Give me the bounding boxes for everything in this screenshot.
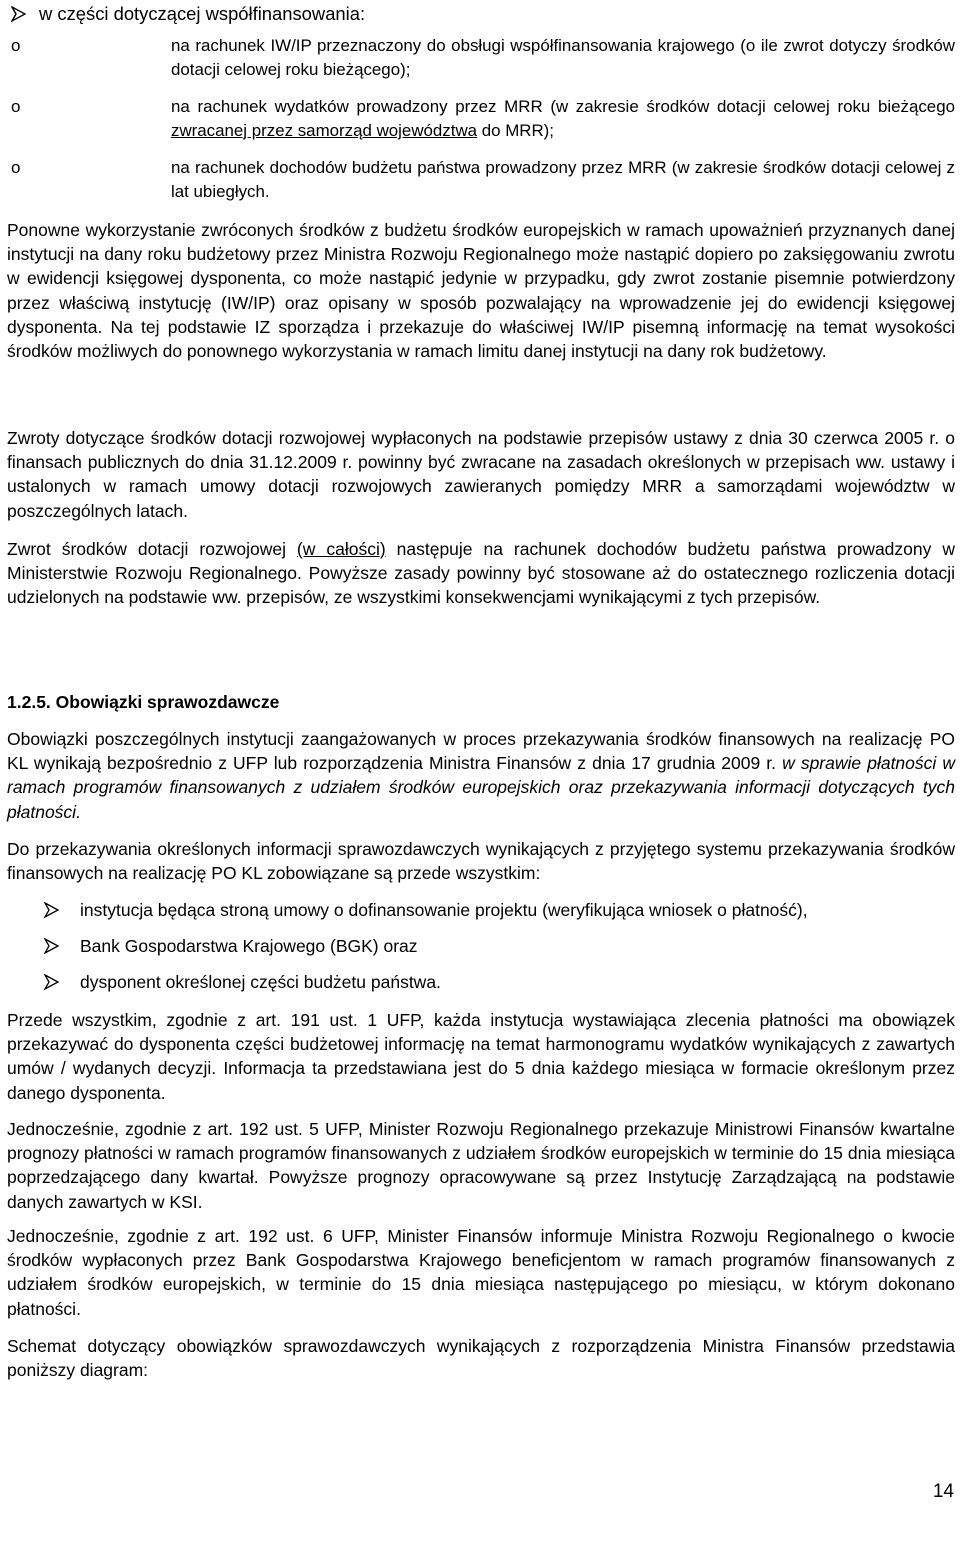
section-heading: 1.2.5. Obowiązki sprawozdawcze [7, 692, 280, 712]
paragraph-simultaneously-2: Jednocześnie, zgodnie z art. 192 ust. 6 UFP, Minister Finansów informuje Ministra Rozwoju Regionalnego o kwocie środków wypłaconych przez Bank Gospodarstwa Krajowego beneficjentom w ramach programów finansowanych z udziałem środków europejskich, w terminie do 15 dnia miesiąca następującego po miesiącu, w którym dokonano płatności. [7, 1226, 955, 1319]
underlined-text: (w całości) [296, 539, 386, 559]
bullet-item [7, 970, 955, 994]
paragraph-text-part: następuje na rachunek dochodów budżetu państwa prowadzony w Ministerstwie Rozwoju Regionalnego. Powyższe zasady powinny być stosowane aż do ostatecznego rozliczenia dotacji udzielonych na podstawie ww. przepisów, ze wszystkimi konsekwencjami wynikającymi z tych przepisów. [7, 539, 955, 608]
sub-list-item [7, 95, 955, 143]
arrow-bullet-icon [44, 898, 80, 918]
paragraph-refund [7, 537, 955, 610]
paragraph-block [7, 218, 955, 363]
arrow-bullet-icon [11, 2, 39, 22]
paragraph-schema: Schemat dotyczący obowiązków sprawozdawczych wynikających z rozporządzenia Ministra Finansów przedstawia poniższy diagram: [7, 1336, 955, 1381]
paragraph-reuse: Ponowne wykorzystanie zwróconych środków z budżetu środków europejskich w ramach upoważnień przyznanych danej instytucji na dany roku budżetowy przez Ministra Rozwoju Regionalnego może nastąpić dopiero po zaksięgowaniu zwrotu w ewidencji księgowej dysponenta, co może nastąpić jedynie w przypadku, gdy zwrot zostanie pisemnie potwierdzony przez właściwą instytucję (IW/IP) oraz opisany w sposób pozwalający na wprowadzenie jej do ewidencji księgowej dysponenta. Na tej podstawie IZ sporządza i przekazuje do właściwej IW/IP pisemną informację na temat wysokości środków możliwych do ponownego wykorzystania w ramach limitu danej instytucji na dany rok budżetowy. [7, 220, 955, 362]
sub-list [7, 34, 955, 204]
bullet-item [7, 898, 955, 922]
paragraph-block [7, 1224, 955, 1321]
underlined-text: zwracanej przez samorząd województwa [171, 121, 478, 140]
bullet-item [7, 934, 955, 958]
arrow-bullet-icon [44, 970, 80, 990]
sub-item-text-part: na rachunek wydatków prowadzony przez MRR (w zakresie środków dotacji celowej roku bieżącego [171, 97, 955, 116]
paragraph-block [7, 837, 955, 885]
paragraph-primarily: Przede wszystkim, zgodnie z art. 191 ust. 1 UFP, każda instytucja wystawiająca zlecenia płatności ma obowiązek przekazywać do dysponenta części budżetowej informację na temat harmonogramu wydatków wynikających z zawartych umów / wydanych decyzji. Informacja ta przedstawiana jest do 5 dnia każdego miesiąca w formacie określonym przez danego dysponenta. [7, 1010, 955, 1103]
sub-list-item [7, 34, 955, 82]
sub-bullet: o [11, 97, 21, 116]
paragraph-obligations [7, 727, 955, 824]
sub-item-text [171, 95, 955, 143]
sub-item-text-part: do MRR); [477, 121, 555, 140]
cofinancing-section [7, 2, 955, 217]
bullet-list [7, 898, 955, 994]
italic-text: w sprawie płatności w ramach programów finansowanych z udziałem środków europejskich oraz przekazywania informacji dotyczących tych płatności. [7, 753, 956, 822]
heading-block [7, 690, 955, 714]
bullet-text: instytucja będąca stroną umowy o dofinansowanie projektu (weryfikująca wniosek o płatność), [80, 900, 808, 920]
arrow-bullet-icon [44, 934, 80, 954]
intro-bullet-item [7, 2, 955, 26]
paragraph-block [7, 426, 955, 523]
intro-bullet-text: w części dotyczącej współfinansowania: [39, 3, 366, 24]
sub-bullet: o [11, 36, 21, 55]
sub-bullet: o [11, 158, 21, 177]
paragraph-text-part: Zwrot środków dotacji rozwojowej [7, 539, 297, 559]
bullet-text: Bank Gospodarstwa Krajowego (BGK) oraz [80, 936, 418, 956]
sub-item-text: na rachunek IW/IP przeznaczony do obsługi współfinansowania krajowego (o ile zwrot dotyczy środków dotacji celowej roku bieżącego); [171, 36, 955, 79]
bullet-text: dysponent określonej części budżetu państwa. [80, 972, 441, 992]
paragraph-block [7, 1008, 955, 1105]
paragraph-block [7, 727, 955, 824]
paragraph-reporting: Do przekazywania określonych informacji sprawozdawczych wynikających z przyjętego systemu przekazywania środków finansowych na realizację PO KL zobowiązane są przede wszystkim: [7, 839, 955, 884]
paragraph-text-part: Obowiązki poszczególnych instytucji zaangażowanych w proces przekazywania środków finansowych na realizację PO KL wynikają bezpośrednio z UFP lub rozporządzenia Ministra Finansów z dnia 17 grudnia 2009 r. [7, 729, 955, 774]
paragraph-refunds: Zwroty dotyczące środków dotacji rozwojowej wypłaconych na podstawie przepisów ustawy z dnia 30 czerwca 2005 r. o finansach publicznych do dnia 31.12.2009 r. powinny być zwracane na zasadach określonych w przepisach ww. ustawy i ustalonych w ramach umowy dotacji rozwojowych zawieranych pomiędzy MRR a samorządami województw w poszczególnych latach. [7, 428, 955, 521]
page-number: 14 [932, 1481, 954, 1502]
paragraph-simultaneously-1: Jednocześnie, zgodnie z art. 192 ust. 5 UFP, Minister Rozwoju Regionalnego przekazuje Ministrowi Finansów kwartalne prognozy płatności w ramach programów finansowanych z udziałem środków europejskich w terminie do 15 dnia miesiąca poprzedzającego dany kwartał. Powyższe prognozy opracowywane są przez Instytucję Zarządzającą na podstawie danych zawartych w KSI. [7, 1119, 955, 1212]
paragraph-block [7, 537, 955, 610]
sub-item-text: na rachunek dochodów budżetu państwa prowadzony przez MRR (w zakresie środków dotacji celowej z lat ubiegłych. [171, 158, 955, 201]
paragraph-block [7, 1334, 955, 1382]
sub-list-item [7, 156, 955, 204]
paragraph-block [7, 1117, 955, 1214]
